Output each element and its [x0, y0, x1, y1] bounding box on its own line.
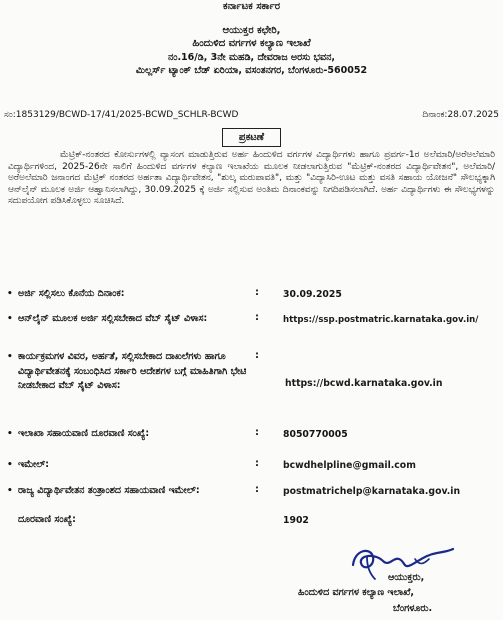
bullet-icon: • — [7, 429, 13, 439]
colon: : — [255, 350, 259, 361]
signatory-title: ಆಯುಕ್ತರು, — [388, 572, 425, 583]
email-link[interactable]: bcwdhelpline@gmail.com — [283, 460, 416, 471]
info-label: ಇಲಾಖಾ ಸಹಾಯವಾಣಿ ದೂರವಾಣಿ ಸಂಖ್ಯೆ: — [18, 428, 150, 439]
bullet-icon: • — [7, 352, 13, 362]
colon: : — [255, 287, 259, 298]
info-label: ದೂರವಾಣಿ ಸಂಖ್ಯೆ: — [18, 514, 76, 525]
apply-website-link[interactable]: https://ssp.postmatric.karnataka.gov.in/ — [283, 315, 479, 325]
info-label: ಕಾರ್ಯಕ್ರಮಗಳ ವಿವರ, ಅರ್ಹತೆ, ಸಲ್ಲಿಸಬೇಕಾದ ದಾಖಲೆಗಳು ಹಾಗೂ ವಿದ್ಯಾರ್ಥಿವೇತನಕ್ಕೆ ಸಂಬಂಧಿಸಿದ ಸರ್ಕಾರಿ ಆದೇಶಗಳ ಬಗ್ಗೆ ಮಾಹಿತಿಗಾಗಿ ಭೇಟಿ ನೀಡಬೇಕಾದ ವೆಬ್ ಸೈಟ್ ವಿಳಾಸ: — [18, 351, 247, 392]
bullet-icon: • — [7, 314, 13, 324]
bullet-icon: • — [7, 289, 13, 299]
scholarship-email-link[interactable]: postmatrichelp@karnataka.gov.in — [283, 486, 461, 497]
office-line-2: ಹಿಂದುಳಿದ ವರ್ಗಗಳ ಕಲ್ಯಾಣ ಇಲಾಖೆ — [192, 38, 311, 49]
reference-number: ಸಂ:1853129/BCWD-17/41/2025-BCWD_SCHLR-BCWD — [4, 110, 239, 120]
signatory-city: ಬೆಂಗಳೂರು. — [393, 603, 433, 614]
info-label: ಅರ್ಜಿ ಸಲ್ಲಿಸಲು ಕೊನೆಯ ದಿನಾಂಕ: — [18, 288, 125, 299]
bullet-icon: • — [7, 460, 13, 470]
reference-date: ದಿನಾಂಕ:28.07.2025 — [422, 110, 499, 120]
info-value: 30.09.2025 — [283, 289, 342, 300]
office-address — [0, 52, 503, 77]
signatory-department: ಹಿಂದುಳಿದ ವರ್ಗಗಳ ಕಲ್ಯಾಣ ಇಲಾಖೆ, — [298, 587, 415, 598]
address-line-2: ಮಿಲ್ಲರ್ಸ್ ಟ್ಯಾಂಕ್ ಬೆಡ್ ಏರಿಯಾ, ವಸಂತನಗರ, ಬೆಂಗಳೂರು-560052 — [135, 64, 368, 76]
info-label: ರಾಜ್ಯ ವಿದ್ಯಾರ್ಥಿವೇತನ ತಂತ್ರಾಂಶದ ಸಹಾಯವಾಣಿ ಇಮೇಲ್: — [18, 485, 200, 496]
colon: : — [255, 427, 259, 438]
info-value: 8050770005 — [283, 429, 348, 440]
address-line-1: ನಂ.16/ಡಿ, 3ನೇ ಮಹಡಿ, ದೇವರಾಜ ಅರಸು ಭವನ, — [167, 52, 336, 63]
info-label: ಇಮೇಲ್: — [18, 459, 50, 470]
info-label: ಆನ್‌ಲೈನ್ ಮೂಲಕ ಅರ್ಜಿ ಸಲ್ಲಿಸಬೇಕಾದ ವೆಬ್ ಸೈಟ್ ವಿಳಾಸ: — [18, 313, 208, 324]
government-heading: ಕರ್ನಾಟಕ ಸರ್ಕಾರ — [222, 1, 281, 12]
colon: : — [255, 312, 259, 323]
info-value: 1902 — [283, 515, 309, 526]
colon: : — [255, 458, 259, 469]
info-website-link[interactable]: https://bcwd.karnataka.gov.in — [285, 378, 443, 389]
bullet-icon: • — [7, 486, 13, 496]
notice-title: ಪ್ರಕಟಣೆ — [222, 128, 281, 147]
office-line-1: ಆಯುಕ್ತರ ಕಛೇರಿ, — [222, 25, 281, 36]
colon: : — [255, 484, 259, 495]
notice-body: ಮೆಟ್ರಿಕ್-ನಂತರದ ಕೋರ್ಸುಗಳಲ್ಲಿ ವ್ಯಾಸಂಗ ಮಾಡುತ್ತಿರುವ ಅರ್ಹ ಹಿಂದುಳಿದ ವರ್ಗಗಳ ವಿದ್ಯಾರ್ಥಿಗಳು ಹಾಗೂ ಪ್ರವರ್ಗ-1ರ ಅಲೆಮಾರಿ/ಅರೆಅಲೆಮಾರಿ ವಿದ್ಯಾರ್ಥಿಗಳಿಂದ, 2025-26ನೇ ಸಾಲಿಗೆ ಹಿಂದುಳಿದ ವರ್ಗಗಳ ಕಲ್ಯಾಣ ಇಲಾಖೆಯ ಮೂಲಕ ನೀಡಲಾಗುತ್ತಿರುವ "ಮೆಟ್ರಿಕ್-ನಂತರದ ವಿದ್ಯಾರ್ಥಿವೇತನ", ಅಲೆಮಾರಿ/ಅರೆಅಲೆಮಾರಿ ಜನಾಂಗದ ಮೆಟ್ರಿಕ್ ನಂತರದ ಅರ್ಹತಾ ವಿದ್ಯಾರ್ಥಿವೇತನ, "ಶುಲ್ಕ ಮರುಪಾವತಿ", ಮತ್ತು "ವಿದ್ಯಾಸಿರಿ-ಊಟ ಮತ್ತು ವಸತಿ ಸಹಾಯ ಯೋಜನೆ" ಸೌಲಭ್ಯಕ್ಕಾಗಿ ಆನ್‌ಲೈನ್ ಮೂಲಕ ಅರ್ಜಿ ಆಹ್ವಾನಿಸಲಾಗಿದ್ದು, 30.09.2025 ಕ್ಕೆ ಅರ್ಜಿ ಸಲ್ಲಿಸುವ ಅಂತಿಮ ದಿನಾಂಕವನ್ನು ನಿಗದಿಪಡಿಸಲಾಗಿದೆ. ಅರ್ಹ ವಿದ್ಯಾರ್ಥಿಗಳು ಈ ಸೌಲಭ್ಯಗಳನ್ನು ಸದುಪಯೋಗ ಪಡಿಸಿಕೊಳ್ಳಲು ಸೂಚಿಸಿದೆ. — [8, 150, 495, 207]
office-heading — [0, 24, 503, 50]
